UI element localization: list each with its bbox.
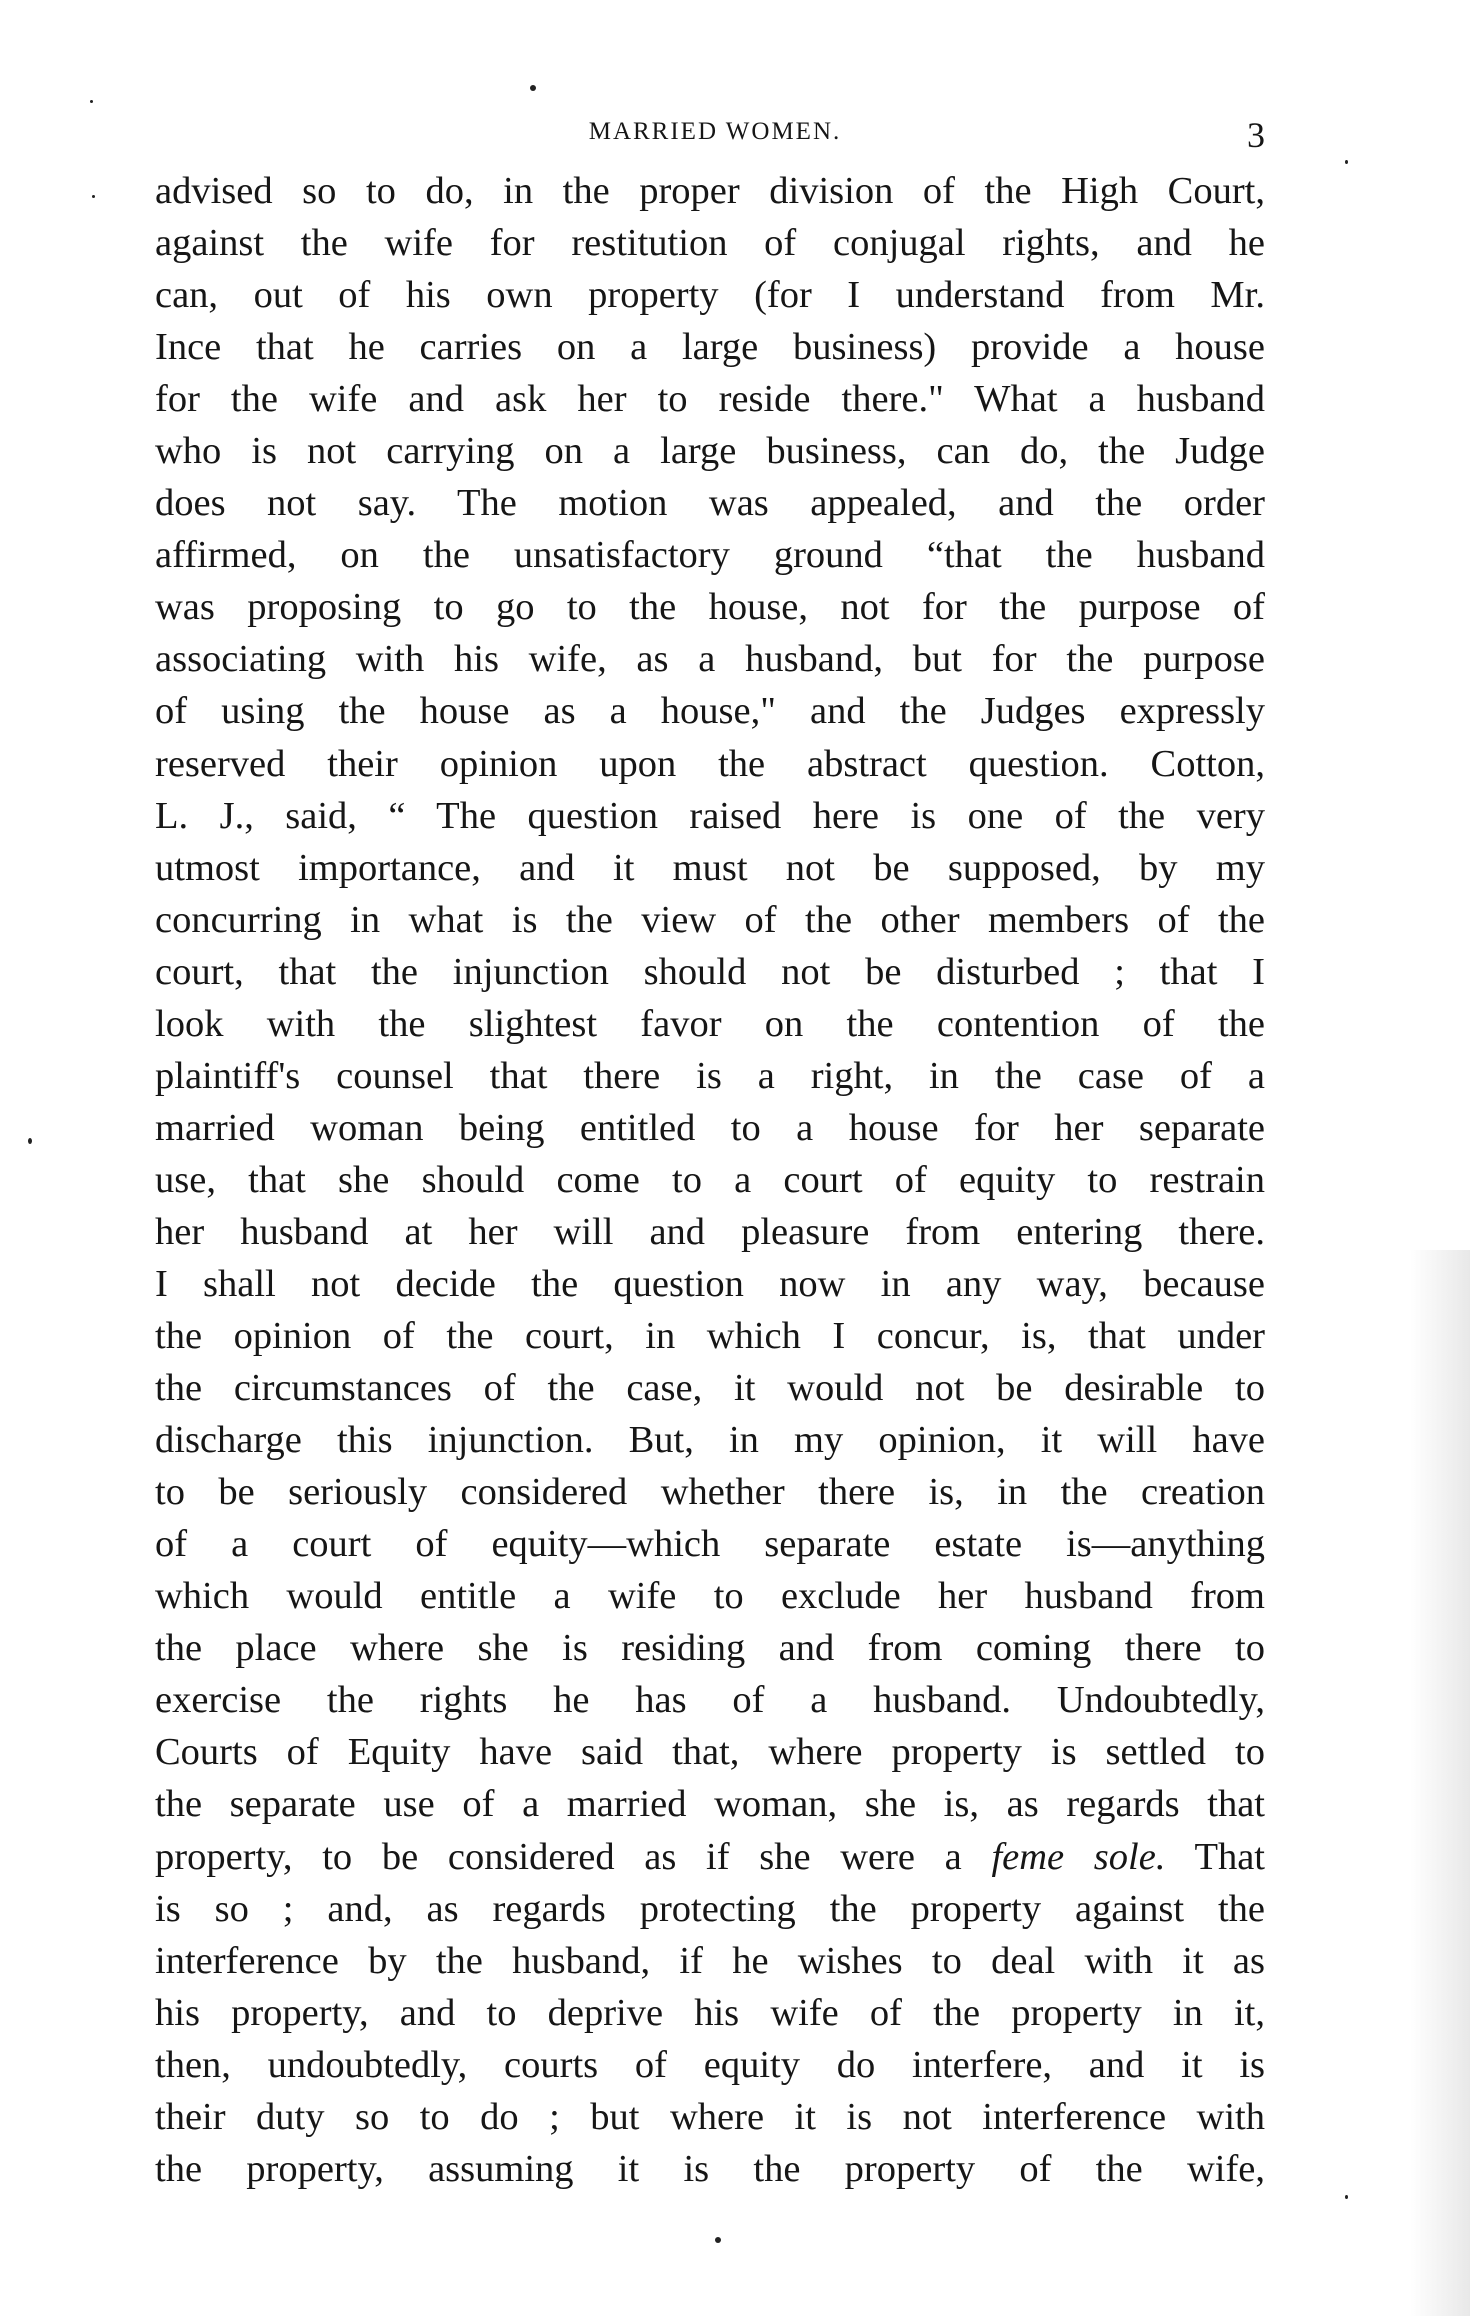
text-line: of a court of equity—which separate estate is—anything xyxy=(155,1523,1265,1566)
text-line: L. J., said, “ The question raised here is one of the very xyxy=(155,794,1265,837)
text-line: was proposing to go to the house, not for the purpose of xyxy=(155,586,1265,629)
scan-speck xyxy=(715,2237,721,2243)
text-line: is so ; and, as regards protecting the property against the xyxy=(155,1887,1265,1930)
text-line: utmost importance, and it must not be supposed, by my xyxy=(155,846,1265,889)
italic-phrase: feme sole. xyxy=(991,1835,1166,1878)
text-line: exercise the rights he has of a husband. Undoubtedly, xyxy=(155,1679,1265,1722)
running-head: MARRIED WOMEN. xyxy=(588,118,842,145)
text-line: for the wife and ask her to reside there." What a husband xyxy=(155,378,1265,421)
text-line: then, undoubtedly, courts of equity do interfere, and it is xyxy=(155,2043,1265,2086)
text-line: the opinion of the court, in which I concur, is, that under xyxy=(155,1315,1265,1358)
text-line: does not say. The motion was appealed, and the order xyxy=(155,482,1265,525)
text-line-feme-sole xyxy=(155,1831,1265,1883)
text-line: Ince that he carries on a large business) provide a house xyxy=(155,326,1265,369)
text-line: the separate use of a married woman, she is, as regards that xyxy=(155,1783,1265,1826)
text-line: of using the house as a house," and the Judges expressly xyxy=(155,690,1265,733)
text-line: his property, and to deprive his wife of the property in it, xyxy=(155,1991,1265,2034)
scan-speck xyxy=(92,195,95,198)
text-line: concurring in what is the view of the other members of the xyxy=(155,898,1265,941)
text-line: Courts of Equity have said that, where property is settled to xyxy=(155,1731,1265,1774)
scan-speck xyxy=(530,85,536,91)
text-line: affirmed, on the unsatisfactory ground “that the husband xyxy=(155,534,1265,577)
text-segment: property, to be considered as if she were a xyxy=(155,1835,962,1878)
text-line: reserved their opinion upon the abstract question. Cotton, xyxy=(155,742,1265,785)
text-line: associating with his wife, as a husband, but for the purpose xyxy=(155,638,1265,681)
scan-speck xyxy=(1345,160,1348,164)
text-line: I shall not decide the question now in any way, because xyxy=(155,1262,1265,1305)
text-line: her husband at her will and pleasure from entering there. xyxy=(155,1210,1265,1253)
text-line: the property, assuming it is the property of the wife, xyxy=(155,2147,1265,2190)
page-edge-shadow xyxy=(1410,1250,1470,2316)
text-line: the place where she is residing and from coming there to xyxy=(155,1627,1265,1670)
text-line: the circumstances of the case, it would not be desirable to xyxy=(155,1367,1265,1410)
body-text xyxy=(155,165,1265,2195)
text-line: look with the slightest favor on the contention of the xyxy=(155,1002,1265,1045)
text-line: plaintiff's counsel that there is a right, in the case of a xyxy=(155,1054,1265,1097)
text-line: to be seriously considered whether there is, in the creation xyxy=(155,1471,1265,1514)
text-line: use, that she should come to a court of equity to restrain xyxy=(155,1158,1265,1201)
scan-speck xyxy=(90,100,93,103)
page-header xyxy=(0,115,1470,158)
text-line: who is not carrying on a large business, can do, the Judge xyxy=(155,430,1265,473)
text-line: interference by the husband, if he wishes to deal with it as xyxy=(155,1939,1265,1982)
text-line: discharge this injunction. But, in my opinion, it will have xyxy=(155,1419,1265,1462)
scan-speck xyxy=(1345,2195,1348,2199)
text-line: court, that the injunction should not be disturbed ; that I xyxy=(155,950,1265,993)
text-line: advised so to do, in the proper division of the High Court, xyxy=(155,170,1265,212)
text-segment: That xyxy=(1194,1835,1265,1878)
scan-speck xyxy=(28,1138,32,1144)
text-line: their duty so to do ; but where it is not interference with xyxy=(155,2095,1265,2138)
text-line: against the wife for restitution of conjugal rights, and he xyxy=(155,222,1265,265)
text-line: married woman being entitled to a house for her separate xyxy=(155,1106,1265,1149)
page-number: 3 xyxy=(1247,115,1265,155)
text-line: can, out of his own property (for I understand from Mr. xyxy=(155,274,1265,317)
text-line: which would entitle a wife to exclude her husband from xyxy=(155,1575,1265,1618)
